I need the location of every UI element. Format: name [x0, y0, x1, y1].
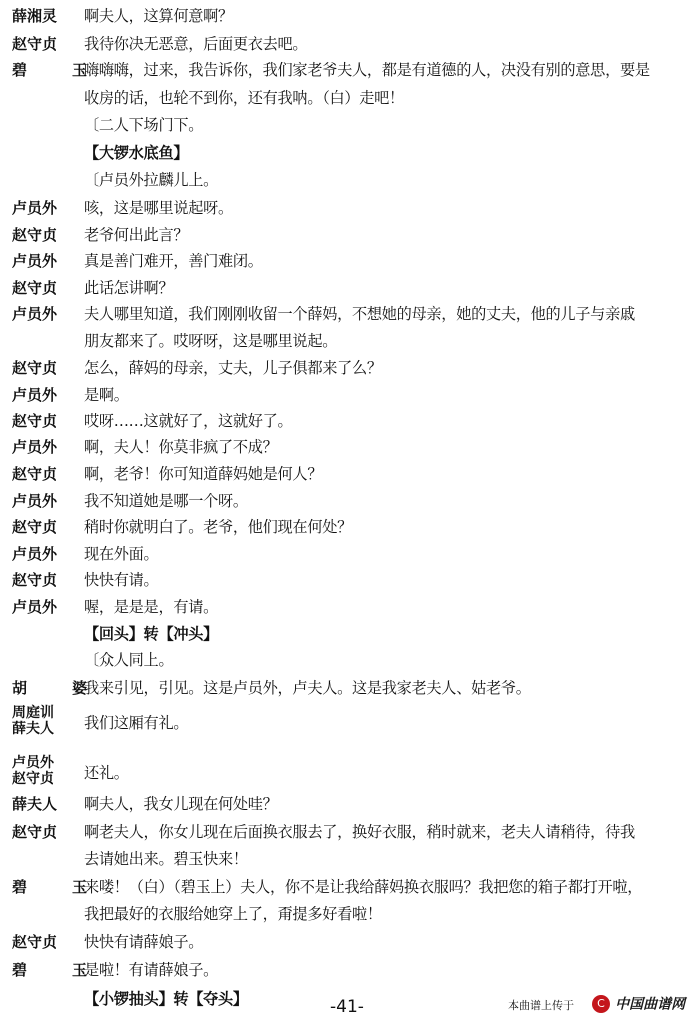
dialogue-text: 哎呀……这就好了，这就好了。 [84, 412, 293, 430]
speaker-name: 赵守贞 [12, 279, 58, 297]
dialogue-text: 我来引见，引见。这是卢员外，卢夫人。这是我家老夫人、姑老爷。 [84, 679, 531, 697]
music-cue: 【大锣水底鱼】 [84, 144, 189, 162]
speaker-name: 卢员外 [12, 305, 58, 323]
speaker-name: 卢员外 [12, 492, 58, 510]
speaker-name: 周庭训 薛夫人 [12, 705, 54, 737]
dialogue-text: 喔，是是是，有请。 [84, 598, 218, 616]
speaker-name: 碧 玉 [12, 61, 103, 79]
page-number: -41- [330, 997, 364, 1017]
dialogue-text: 嗨嗨嗨，过来，我告诉你，我们家老爷夫人，都是有道德的人，决没有别的意思，要是 [84, 61, 650, 79]
dialogue-text: 稍时你就明白了。老爷，他们现在何处？ [84, 518, 352, 536]
footer-upload-note: 本曲谱上传于 [508, 999, 574, 1012]
speaker-name: 碧 玉 [12, 878, 103, 896]
dialogue-text: 来喽！（白）（碧玉上）夫人，你不是让我给薛妈换衣服吗？我把您的箱子都打开啦， [84, 878, 643, 896]
speaker-name: 赵守贞 [12, 35, 58, 53]
dialogue-text: 啊，老爷！你可知道薛妈她是何人？ [84, 465, 323, 483]
speaker-name: 赵守贞 [12, 933, 58, 951]
dialogue-text: 夫人哪里知道，我们刚刚收留一个薛妈，不想她的母亲，她的丈夫，他的儿子与亲戚 [84, 305, 635, 323]
speaker-name: 卢员外 [12, 598, 58, 616]
dialogue-text: 啊夫人，我女儿现在何处哇？ [84, 795, 278, 813]
speaker-name: 赵守贞 [12, 226, 58, 244]
speaker-name: 赵守贞 [12, 823, 58, 841]
speaker-name: 卢员外 [12, 199, 58, 217]
music-cue: 【小锣抽头】转【夺头】 [84, 990, 248, 1008]
speaker-name: 赵守贞 [12, 571, 58, 589]
dialogue-text: 朋友都来了。哎呀呀，这是哪里说起。 [84, 332, 338, 350]
dialogue-text: 我不知道她是哪一个呀。 [84, 492, 248, 510]
dialogue-text: 去请她出来。碧玉快来！ [84, 850, 248, 868]
dialogue-text: 现在外面。 [84, 545, 159, 563]
dialogue-text: 啊夫人，这算何意啊？ [84, 7, 233, 25]
dialogue-text: 快快有请薛娘子。 [84, 933, 204, 951]
dialogue-text: 是啊。 [84, 386, 129, 404]
dialogue-text: 啊，夫人！你莫非疯了不成？ [84, 438, 278, 456]
speaker-name: 薛湘灵 [12, 7, 58, 25]
logo-text: 中国曲谱网 [615, 996, 686, 1013]
stage-direction: 〔众人同上。 [84, 651, 174, 669]
dialogue-text: 老爷何出此言？ [84, 226, 189, 244]
speaker-name: 卢员外 [12, 386, 58, 404]
dialogue-text: 是啦！有请薛娘子。 [84, 961, 218, 979]
speaker-name: 碧 玉 [12, 961, 103, 979]
speaker-name: 赵守贞 [12, 465, 58, 483]
dialogue-text: 啊老夫人，你女儿现在后面换衣服去了，换好衣服，稍时就来，老夫人请稍待，待我 [84, 823, 635, 841]
speaker-name: 赵守贞 [12, 359, 58, 377]
speaker-name: 卢员外 [12, 545, 58, 563]
speaker-name: 赵守贞 [12, 412, 58, 430]
site-logo [592, 993, 696, 1017]
dialogue-text: 我把最好的衣服给她穿上了，甭提多好看啦！ [84, 905, 382, 923]
dialogue-text: 此话怎讲啊？ [84, 279, 174, 297]
speaker-name: 薛夫人 [12, 795, 58, 813]
speaker-name: 卢员外 [12, 252, 58, 270]
stage-direction: 〔二人下场门下。 [84, 116, 204, 134]
dialogue-text: 收房的话，也轮不到你，还有我呐。（白）走吧！ [84, 89, 404, 107]
speaker-name: 卢员外 赵守贞 [12, 755, 54, 787]
stage-direction: 〔卢员外拉麟儿上。 [84, 171, 218, 189]
dialogue-text: 我待你决无恶意，后面更衣去吧。 [84, 35, 308, 53]
speaker-name: 胡 婆 [12, 679, 103, 697]
logo-mark-icon: C [592, 995, 610, 1013]
speaker-name: 卢员外 [12, 438, 58, 456]
dialogue-text: 真是善门难开，善门难闭。 [84, 252, 263, 270]
dialogue-text: 我们这厢有礼。 [84, 714, 189, 732]
dialogue-text: 咳，这是哪里说起呀。 [84, 199, 233, 217]
speaker-name: 赵守贞 [12, 518, 58, 536]
dialogue-text: 怎么，薛妈的母亲，丈夫，儿子俱都来了么？ [84, 359, 382, 377]
music-cue: 【回头】转【冲头】 [84, 625, 218, 643]
dialogue-text: 快快有请。 [84, 571, 159, 589]
dialogue-text: 还礼。 [84, 764, 129, 782]
